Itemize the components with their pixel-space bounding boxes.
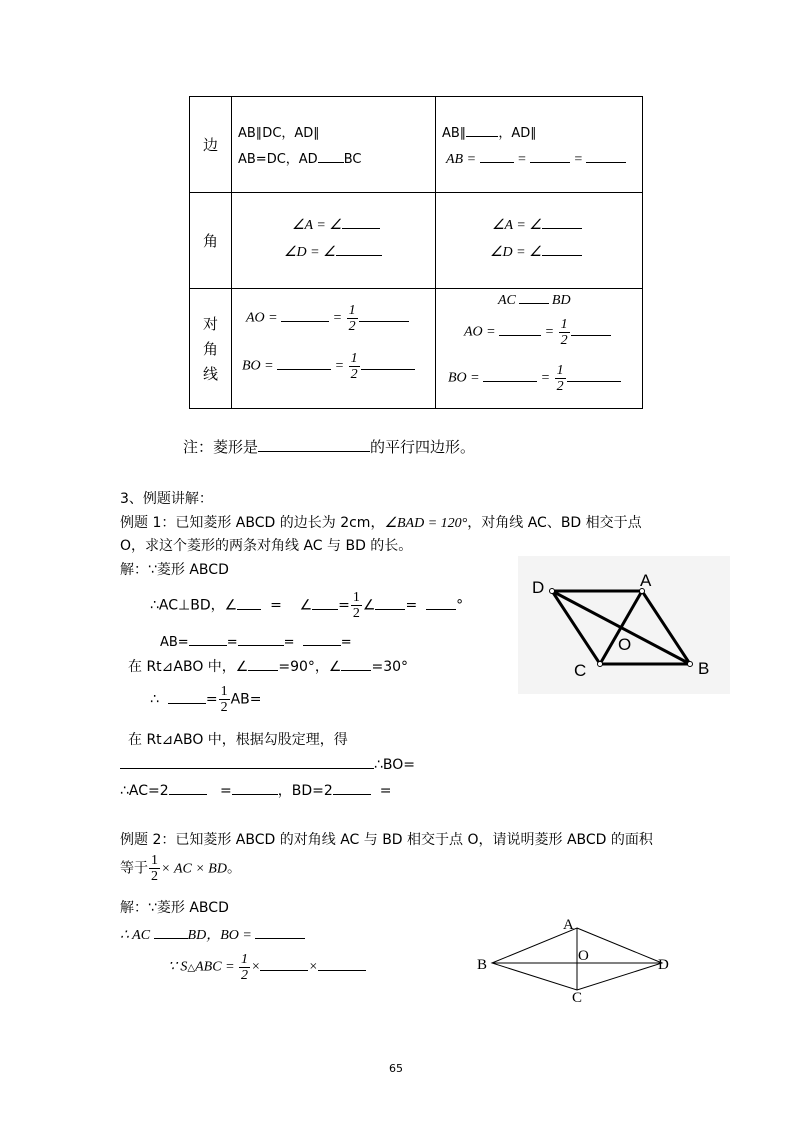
label-o: O — [618, 635, 632, 654]
blank[interactable] — [277, 355, 331, 370]
blank[interactable] — [248, 656, 278, 671]
label-b: B — [698, 659, 710, 678]
blank[interactable] — [542, 241, 582, 256]
figure1-rhombus — [518, 556, 730, 694]
rhombus-angles-cell — [436, 193, 643, 289]
frac-den: 2 — [348, 319, 356, 334]
step-text: ABC = — [195, 959, 235, 975]
rh-angle-d: ∠D = ∠ — [490, 245, 542, 260]
table-row-diagonals — [190, 289, 643, 409]
parallelogram-angles-cell — [232, 193, 436, 289]
frac-num: 1 — [220, 684, 228, 699]
step-text: ∠ — [299, 597, 313, 614]
row-header-sides: 边 — [190, 97, 232, 193]
frac-num: 1 — [556, 363, 564, 378]
figure2-rhombus — [470, 912, 680, 1010]
ex1-step4 — [150, 684, 261, 715]
step-text: = — [205, 691, 218, 708]
frac-den: 2 — [350, 367, 358, 382]
step-text: BD，BO = — [187, 928, 252, 943]
angle-a: ∠A = ∠ — [292, 218, 342, 233]
one-half — [349, 351, 360, 382]
step-text: 在 Rt⊿ABO 中，∠ — [128, 659, 249, 675]
step-text: × — [251, 959, 261, 975]
blank[interactable] — [189, 631, 227, 646]
ao: AO = — [246, 310, 278, 326]
example2-solution: 解：∵菱形 ABCD — [120, 900, 229, 916]
label-d: D — [658, 957, 669, 973]
blank[interactable] — [237, 595, 261, 610]
figure2-svg — [470, 912, 680, 1010]
blank[interactable] — [312, 595, 338, 610]
blank[interactable] — [154, 924, 188, 939]
angle-d: ∠D = ∠ — [284, 245, 336, 260]
blank[interactable] — [169, 780, 207, 795]
ex1-text-b: ，对角线 AC、BD 相交于点 — [467, 515, 642, 531]
bd: BD — [551, 293, 571, 308]
step-text: 等于 — [120, 860, 148, 877]
area-formula: × AC × BD — [161, 861, 227, 877]
point-d — [550, 589, 555, 594]
sides-line2-a: AB=DC，AD — [238, 152, 318, 167]
one-half — [149, 853, 160, 884]
blank[interactable] — [567, 367, 621, 382]
example2-line2 — [120, 853, 241, 884]
ex1-step2 — [160, 631, 352, 650]
ex2-step2 — [168, 952, 366, 983]
eq: = — [573, 152, 583, 167]
triangle-sub: △ — [187, 962, 196, 974]
blank[interactable] — [336, 241, 382, 256]
step-text: = — [283, 635, 295, 650]
step-text: = — [379, 783, 392, 799]
blank[interactable] — [342, 214, 380, 229]
figure1-svg — [518, 556, 730, 694]
step-text: = — [405, 597, 418, 614]
section-title: 3、例题讲解： — [120, 491, 213, 507]
example1-solution: 解：∵菱形 ABCD — [120, 562, 229, 578]
frac-num: 1 — [350, 351, 358, 366]
frac-den: 2 — [352, 606, 360, 621]
blank[interactable] — [466, 122, 498, 137]
blank[interactable] — [281, 307, 329, 322]
step-text: =30° — [371, 659, 409, 675]
step-text: ，BD=2 — [277, 783, 333, 799]
eq: = — [517, 152, 527, 167]
blank[interactable] — [255, 924, 305, 939]
blank[interactable] — [359, 307, 409, 322]
blank[interactable] — [232, 780, 278, 795]
example1-line1 — [120, 512, 642, 532]
point-b — [688, 662, 693, 667]
one-half — [347, 303, 358, 334]
blank[interactable] — [519, 289, 549, 304]
blank[interactable] — [318, 956, 366, 971]
step-text: ∠ — [362, 597, 376, 614]
ex1-step6 — [120, 754, 415, 773]
rh-bo: BO = — [448, 370, 480, 386]
rhombus-diagonals-cell — [436, 289, 643, 409]
ac: AC — [498, 293, 516, 308]
example1-line2: O，求这个菱形的两条对角线 AC 与 BD 的长。 — [120, 538, 413, 554]
bo: BO = — [242, 358, 274, 374]
label-c: C — [572, 990, 583, 1006]
blank[interactable] — [361, 355, 415, 370]
step-text: =90°，∠ — [278, 659, 342, 675]
blank[interactable] — [542, 214, 582, 229]
point-c — [598, 662, 603, 667]
blank[interactable] — [586, 148, 626, 163]
blank[interactable] — [480, 148, 514, 163]
step-text: ∴ — [150, 691, 159, 708]
sides-line1: AB∥DC，AD∥ — [238, 126, 320, 141]
page-number: 65 — [389, 1062, 403, 1075]
rh-sides-line1-b: ，AD∥ — [498, 126, 537, 141]
step-text: ∴ AC — [120, 928, 151, 943]
blank[interactable] — [571, 321, 611, 336]
table-row-sides — [190, 97, 643, 193]
ex1-step5: 在 Rt⊿ABO 中，根据勾股定理，得 — [128, 732, 348, 748]
step-text: × — [308, 959, 318, 975]
frac-num: 1 — [352, 590, 360, 605]
frac-den: 2 — [560, 333, 568, 348]
note-blank[interactable] — [258, 436, 370, 452]
step-text: ∴BO= — [374, 757, 416, 773]
rhombus-sides-cell — [436, 97, 643, 193]
header-char: 角 — [202, 340, 218, 358]
blank[interactable] — [238, 631, 284, 646]
frac-den: 2 — [556, 379, 564, 394]
step-text: ° — [456, 597, 464, 614]
rh-angle-a: ∠A = ∠ — [492, 218, 542, 233]
blank[interactable] — [375, 595, 405, 610]
blank[interactable] — [333, 780, 371, 795]
rh-ao: AO = — [464, 324, 496, 340]
ex1-angle: ∠BAD = 120° — [384, 516, 468, 531]
note-suffix: 的平行四边形。 — [370, 438, 476, 456]
step-text: = — [270, 597, 282, 614]
step-text: = — [226, 635, 238, 650]
frac-num: 1 — [560, 317, 568, 332]
ex2-step1 — [120, 924, 305, 944]
label-c: C — [574, 661, 587, 680]
one-half — [555, 363, 566, 394]
properties-table — [189, 96, 643, 409]
parallelogram-diagonals-cell — [232, 289, 436, 409]
blank[interactable] — [341, 656, 371, 671]
ex1-step1 — [150, 590, 463, 621]
frac-den: 2 — [241, 968, 249, 983]
header-char: 对 — [202, 315, 218, 333]
parallelogram-sides-cell — [232, 97, 436, 193]
table-row-angles — [190, 193, 643, 289]
one-half — [239, 952, 250, 983]
row-header-diagonals — [190, 289, 232, 409]
step-text: = — [340, 635, 352, 650]
eq: = — [544, 324, 555, 340]
rh-sides-line2: AB = — [446, 152, 477, 167]
ex1-step3 — [128, 656, 408, 676]
step-text: ∴AC=2 — [120, 783, 169, 799]
ex1-text-a: 例题 1：已知菱形 ABCD 的边长为 2cm， — [120, 515, 385, 531]
step-text: 。 — [226, 860, 241, 877]
frac-den: 2 — [151, 869, 158, 884]
one-half — [559, 317, 570, 348]
blank[interactable] — [260, 956, 308, 971]
eq: = — [334, 358, 345, 374]
label-b: B — [477, 957, 488, 973]
sides-line2-b: BC — [343, 152, 362, 167]
label-d: D — [532, 578, 545, 597]
step-text: AB= — [230, 691, 262, 708]
step-text: = — [220, 783, 232, 799]
note-prefix: 注：菱形是 — [183, 438, 259, 456]
step-text: = — [338, 597, 350, 614]
blank[interactable] — [318, 148, 344, 163]
step-text: ∴AC⊥BD，∠ — [150, 597, 238, 614]
label-a: A — [563, 917, 574, 933]
ex1-step7 — [120, 780, 391, 800]
example2-line1: 例题 2：已知菱形 ABCD 的对角线 AC 与 BD 相交于点 O，请说明菱形 ABCD 的面积 — [120, 832, 653, 848]
frac-num: 1 — [151, 853, 158, 868]
rh-sides-line1-a: AB∥ — [442, 126, 467, 141]
blank[interactable] — [499, 321, 541, 336]
blank[interactable] — [168, 689, 206, 704]
step-text: AB= — [160, 635, 189, 650]
row-header-angles: 角 — [190, 193, 232, 289]
label-a: A — [640, 571, 652, 590]
blank[interactable] — [303, 631, 341, 646]
eq: = — [540, 370, 551, 386]
blank[interactable] — [483, 367, 537, 382]
step-text: ∵ S — [168, 959, 188, 975]
blank[interactable] — [120, 754, 374, 769]
blank[interactable] — [426, 595, 456, 610]
note-line — [183, 436, 475, 457]
label-o: O — [578, 948, 589, 964]
frac-num: 1 — [241, 952, 249, 967]
header-char: 线 — [202, 365, 218, 383]
frac-num: 1 — [348, 303, 356, 318]
one-half — [351, 590, 362, 621]
frac-den: 2 — [220, 700, 228, 715]
one-half — [219, 684, 230, 715]
eq: = — [332, 310, 343, 326]
blank[interactable] — [530, 148, 570, 163]
